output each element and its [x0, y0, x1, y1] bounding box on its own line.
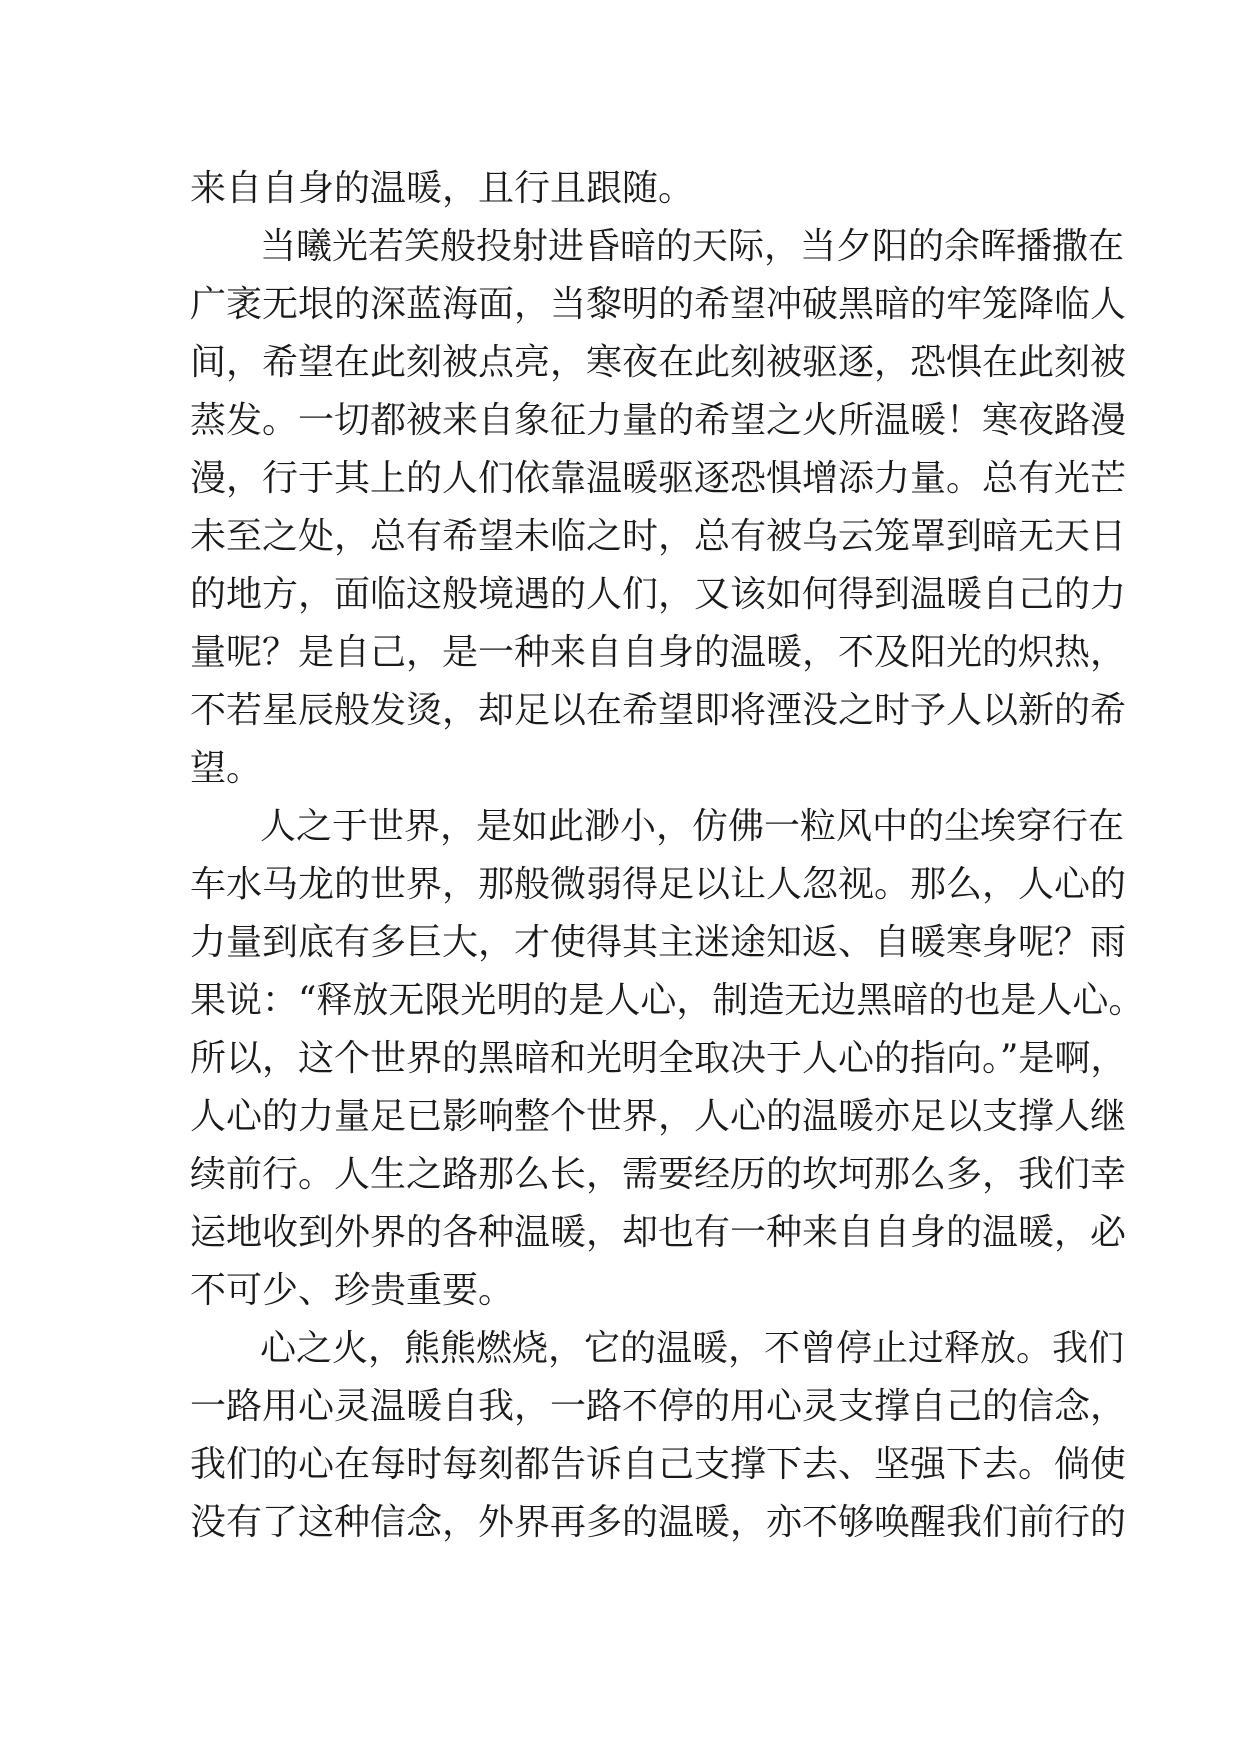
text-line: 果说：“释放无限光明的是人心，制造无边黑暗的也是人心。 — [190, 980, 1145, 1021]
text-line: 所以，这个世界的黑暗和光明全取决于人心的指向。”是啊， — [190, 1038, 1127, 1079]
text-line: 车水马龙的世界，那般微弱得足以让人忽视。那么，人心的 — [190, 864, 1127, 905]
text-line: 的地方，面临这般境遇的人们，又该如何得到温暖自己的力 — [190, 574, 1127, 615]
text-line: 望。 — [190, 748, 263, 789]
text-line: 漫，行于其上的人们依靠温暖驱逐恐惧增添力量。总有光芒 — [190, 458, 1127, 499]
paragraph-start-line: 当曦光若笑般投射进昏暗的天际，当夕阳的余晖播撒在 — [260, 226, 1125, 267]
paragraph-start-line: 人之于世界，是如此渺小，仿佛一粒风中的尘埃穿行在 — [260, 806, 1125, 847]
text-line: 间，希望在此刻被点亮，寒夜在此刻被驱逐，恐惧在此刻被 — [190, 342, 1127, 383]
text-line: 未至之处，总有希望未临之时，总有被乌云笼罩到暗无天日 — [190, 516, 1127, 557]
text-line: 续前行。人生之路那么长，需要经历的坎坷那么多，我们幸 — [190, 1154, 1127, 1195]
text-line: 人心的力量足已影响整个世界，人心的温暖亦足以支撑人继 — [190, 1096, 1127, 1137]
paragraph-start-line: 心之火，熊熊燃烧，它的温暖，不曾停止过释放。我们 — [260, 1328, 1125, 1369]
text-line: 一路用心灵温暖自我，一路不停的用心灵支撑自己的信念， — [190, 1386, 1127, 1427]
document-body — [190, 160, 1145, 1552]
text-line: 不若星辰般发烫，却足以在希望即将湮没之时予人以新的希 — [190, 690, 1127, 731]
text-line: 力量到底有多巨大，才使得其主迷途知返、自暖寒身呢？雨 — [190, 922, 1127, 963]
text-line: 不可少、珍贵重要。 — [190, 1270, 515, 1311]
text-line: 我们的心在每时每刻都告诉自己支撑下去、坚强下去。倘使 — [190, 1444, 1127, 1485]
text-line: 量呢？是自己，是一种来自自身的温暖，不及阳光的炽热， — [190, 632, 1127, 673]
text-line: 来自自身的温暖，且行且跟随。 — [190, 168, 695, 209]
text-line: 运地收到外界的各种温暖，却也有一种来自自身的温暖，必 — [190, 1212, 1127, 1253]
text-line: 蒸发。一切都被来自象征力量的希望之火所温暖！寒夜路漫 — [190, 400, 1127, 441]
text-line: 没有了这种信念，外界再多的温暖，亦不够唤醒我们前行的 — [190, 1502, 1127, 1543]
text-line: 广袤无垠的深蓝海面，当黎明的希望冲破黑暗的牢笼降临人 — [190, 284, 1127, 325]
